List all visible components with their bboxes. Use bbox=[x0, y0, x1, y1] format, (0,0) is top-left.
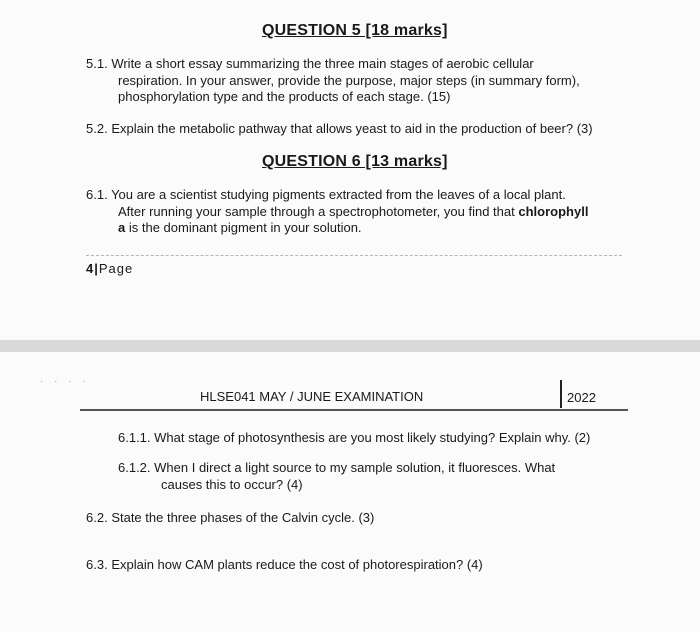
question-6-1-2-line2: causes this to occur? (4) bbox=[161, 476, 303, 492]
exam-title: HLSE041 MAY / JUNE EXAMINATION bbox=[200, 389, 424, 404]
question-5-heading: QUESTION 5 [18 marks] bbox=[262, 22, 448, 39]
page-separator: | bbox=[94, 261, 99, 276]
page-word: Page bbox=[98, 261, 134, 276]
question-6-1-2 bbox=[118, 460, 555, 493]
question-6-1-line2 bbox=[86, 204, 588, 221]
question-5-1-line2: respiration. In your answer, provide the purpose, major steps (in summary form), bbox=[118, 72, 580, 88]
question-6-1-1-number: 6.1.1. bbox=[118, 430, 151, 445]
question-5-2 bbox=[86, 121, 593, 138]
question-6-2-text: State the three phases of the Calvin cycle. (3) bbox=[111, 510, 375, 525]
exam-year: 2022 bbox=[567, 390, 596, 405]
scan-speckles: · · · · bbox=[40, 376, 90, 387]
question-6-1-line1: You are a scientist studying pigments extracted from the leaves of a local plant. bbox=[111, 187, 566, 202]
question-6-2-number: 6.2. bbox=[86, 510, 108, 525]
header-rule bbox=[80, 409, 628, 411]
question-5-2-number: 5.2. bbox=[86, 121, 108, 136]
question-6-1 bbox=[86, 187, 588, 237]
question-6-1-line2-plain: After running your sample through a spectrophotometer, you find that bbox=[118, 203, 515, 219]
question-5-1-line1: Write a short essay summarizing the three main stages of aerobic cellular bbox=[111, 56, 534, 71]
question-6-1-1 bbox=[118, 430, 590, 447]
year-divider bbox=[560, 380, 562, 408]
question-6-1-line3 bbox=[86, 220, 588, 237]
question-6-1-1-text: What stage of photosynthesis are you most likely studying? Explain why. (2) bbox=[154, 430, 591, 445]
page-footer bbox=[86, 261, 133, 276]
question-6-1-2-line1: When I direct a light source to my sample solution, it fluoresces. What bbox=[154, 460, 556, 475]
question-6-2 bbox=[86, 510, 374, 527]
question-6-3 bbox=[86, 557, 483, 574]
question-6-3-text: Explain how CAM plants reduce the cost of photorespiration? (4) bbox=[111, 557, 483, 572]
question-6-1-line3-plain: is the dominant pigment in your solution. bbox=[128, 220, 362, 235]
question-6-1-2-number: 6.1.2. bbox=[118, 460, 151, 475]
question-6-heading: QUESTION 6 [13 marks] bbox=[262, 153, 448, 170]
question-5-1 bbox=[86, 56, 580, 106]
question-5-2-text: Explain the metabolic pathway that allows yeast to aid in the production of beer? (3) bbox=[111, 121, 593, 136]
question-5-1-number: 5.1. bbox=[86, 56, 108, 71]
question-5-1-line3: phosphorylation type and the products of each stage. (15) bbox=[118, 89, 451, 104]
chlorophyll-term: chlorophyll bbox=[518, 203, 589, 219]
bottom-page bbox=[0, 352, 700, 632]
page-number: 4 bbox=[86, 261, 95, 276]
question-6-3-number: 6.3. bbox=[86, 557, 108, 572]
question-6-1-number: 6.1. bbox=[86, 187, 108, 202]
footer-divider bbox=[86, 255, 622, 256]
chlorophyll-a-term: a bbox=[118, 220, 126, 235]
